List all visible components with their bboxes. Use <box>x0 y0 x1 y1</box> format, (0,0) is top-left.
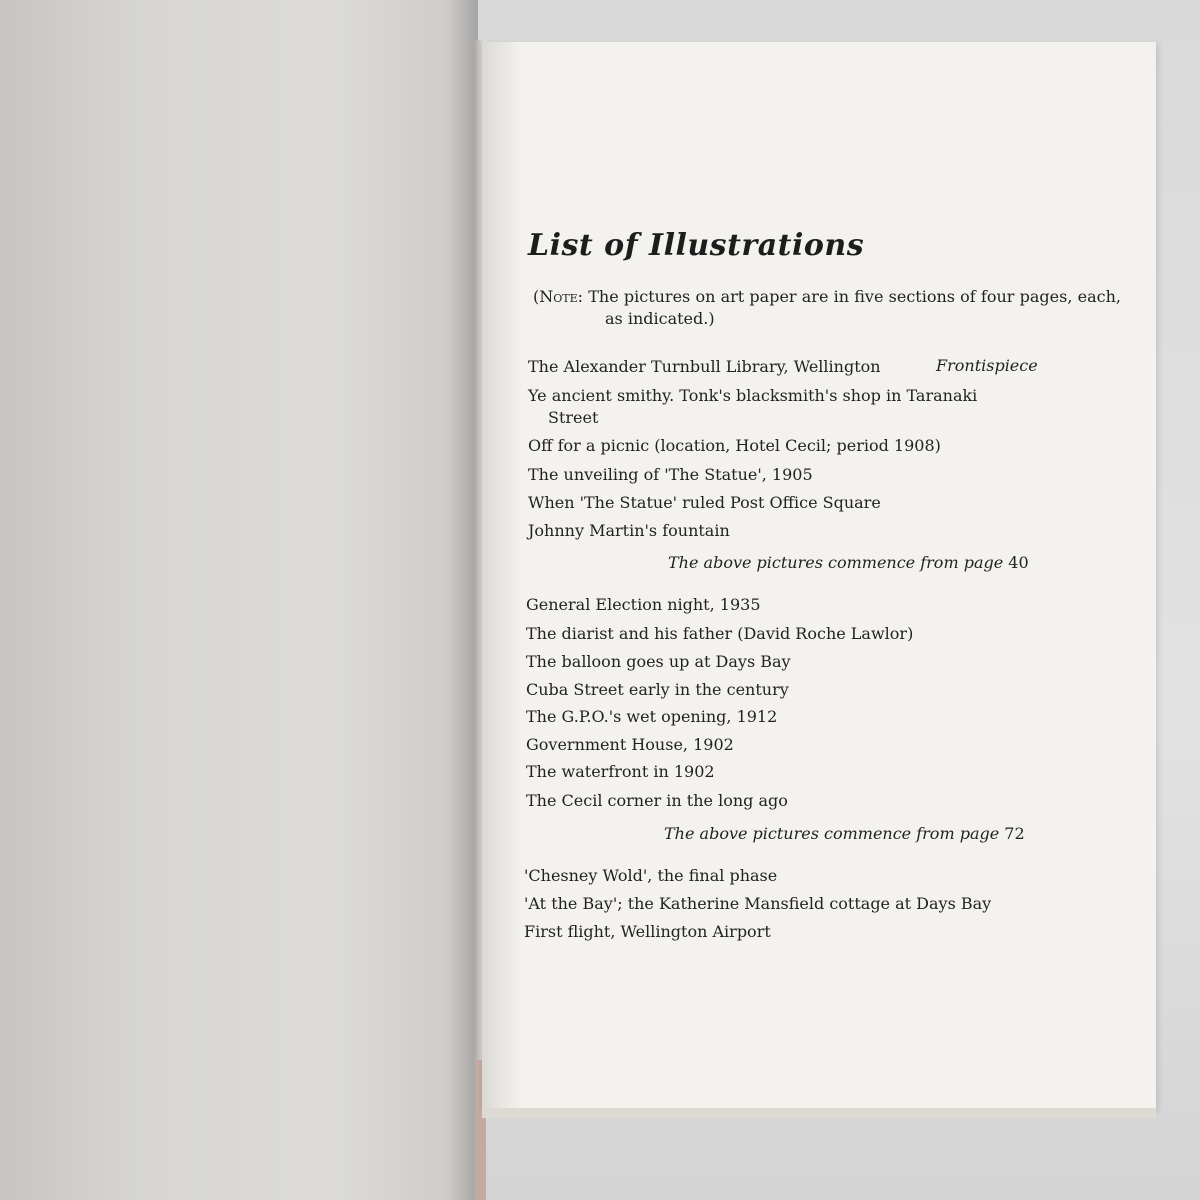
page-title: List of Illustrations <box>528 228 865 263</box>
list-item: The balloon goes up at Days Bay <box>526 652 791 671</box>
left-page <box>0 0 478 1200</box>
list-item: 'At the Bay'; the Katherine Mansfield cottage at Days Bay <box>524 894 992 913</box>
right-page <box>482 42 1156 1110</box>
list-item: Off for a picnic (location, Hotel Cecil; period 1908) <box>528 436 941 455</box>
frontispiece-caption: The Alexander Turnbull Library, Wellington <box>528 357 881 376</box>
section-commence-note <box>664 824 1025 843</box>
section-commence-note <box>668 553 1029 572</box>
note-text: The pictures on art paper are in five sections of four pages, each, as indicated.) <box>588 287 1121 328</box>
commence-page: 40 <box>1008 553 1029 572</box>
list-item: The G.P.O.'s wet opening, 1912 <box>526 707 778 726</box>
list-item: The unveiling of 'The Statue', 1905 <box>528 465 813 484</box>
book-page-edges <box>482 1108 1156 1118</box>
commence-page: 72 <box>1004 824 1025 843</box>
list-item: The waterfront in 1902 <box>526 762 715 781</box>
list-item: Government House, 1902 <box>526 735 734 754</box>
list-item-continuation: Street <box>548 408 599 427</box>
list-item: General Election night, 1935 <box>526 595 761 614</box>
list-item: Ye ancient smithy. Tonk's blacksmith's shop in Taranaki <box>528 386 978 405</box>
frontispiece-label: Frontispiece <box>936 356 1038 375</box>
list-item: The diarist and his father (David Roche Lawlor) <box>526 624 914 643</box>
list-item: First flight, Wellington Airport <box>524 922 771 941</box>
commence-text: The above pictures commence from page <box>664 824 1000 843</box>
note-paragraph: (Note: The pictures on art paper are in five sections of four pages, each, as indicated.) <box>533 287 1121 328</box>
note-label: Note: <box>539 287 584 306</box>
commence-text: The above pictures commence from page <box>668 553 1004 572</box>
list-item: Johnny Martin's fountain <box>528 521 730 540</box>
list-item: The Cecil corner in the long ago <box>526 791 788 810</box>
list-item: When 'The Statue' ruled Post Office Square <box>528 493 881 512</box>
list-item: 'Chesney Wold', the final phase <box>524 866 778 885</box>
list-item: Cuba Street early in the century <box>526 680 789 699</box>
